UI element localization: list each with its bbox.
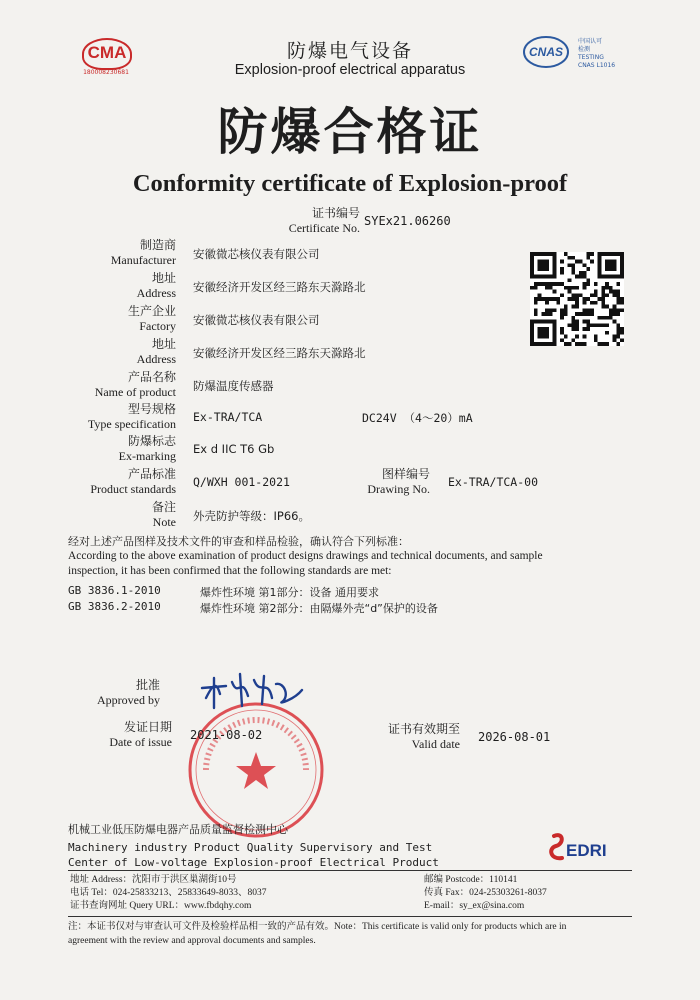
drawing-no-value: Ex-TRA/TCA-00: [448, 475, 539, 489]
ex-marking-label: [119, 434, 176, 464]
factory-label: [128, 304, 176, 334]
label-en: Date of issue: [109, 735, 172, 749]
standard-desc: 爆炸性环境 第2部分：由隔爆外壳“d”保护的设备: [200, 602, 438, 615]
header-title-en: Explosion-proof electrical apparatus: [234, 62, 466, 78]
issuer-name-en-line: Machinery industry Product Quality Supervisory and Test: [68, 841, 433, 854]
label-en: Ex-marking: [118, 449, 176, 463]
contact-fax: 传真 Fax：024-25303261-8037: [424, 888, 547, 898]
issuer-name-cn: 机械工业低压防爆电器产品质量监督检测中心: [68, 823, 288, 836]
edri-logo: [548, 830, 628, 864]
label-cn: 型号规格: [127, 402, 176, 416]
cma-logo: CMA: [82, 38, 132, 70]
label-cn: 产品名称: [127, 370, 176, 384]
contact-email: E-mail：sy_ex@sina.com: [424, 901, 525, 911]
contact-query-url: 证书查询网址 Query URL：www.fbdqhy.com: [70, 901, 252, 911]
address-value: 安徽经济开发区经三路东天滁路北: [193, 280, 366, 294]
factory-address-label: [137, 337, 176, 367]
label-cn: 制造商: [139, 238, 176, 252]
contact-right: [424, 874, 547, 913]
label-en: Drawing No.: [367, 482, 430, 496]
cma-number: 180008230681: [83, 69, 129, 76]
label-en: Approved by: [97, 693, 160, 707]
issue-date-value: 2021-08-02: [190, 728, 263, 742]
label-cn: 图样编号: [381, 467, 430, 481]
label-en: Product standards: [90, 482, 176, 496]
label-en: Name of product: [94, 385, 176, 399]
statement-en-line: inspection, it has been confirmed that the following standards are met:: [68, 565, 392, 577]
standard-code: GB 3836.2-2010: [68, 600, 161, 613]
cnas-line: 检测: [578, 46, 591, 53]
issue-date-label: [109, 720, 172, 750]
manufacturer-value: 安徽微芯核仪表有限公司: [193, 247, 320, 261]
footer-note: [68, 920, 632, 948]
statement-en-line: According to the above examination of product designs drawings and technical documents, and sample: [68, 550, 543, 562]
note-label: [152, 500, 176, 530]
label-cn: 批准: [135, 678, 160, 692]
type-spec-value: Ex-TRA/TCA: [193, 410, 263, 424]
cnas-line: CNAS L1016: [578, 62, 616, 69]
certificate-no-value: SYEx21.06260: [364, 214, 451, 228]
address-label: [137, 271, 176, 301]
contact-left: [70, 874, 266, 913]
label-cn: 备注: [151, 500, 176, 514]
divider-bottom: [68, 916, 632, 917]
manufacturer-label: [111, 238, 176, 268]
cnas-mark: CNAS: [528, 45, 564, 59]
certificate-no-label: [289, 206, 360, 236]
certificate-no-label-en: Certificate No.: [288, 221, 360, 235]
product-name-value: 防爆温度传感器: [193, 379, 274, 393]
certificate-title-en: Conformity certificate of Explosion-proof: [132, 170, 568, 197]
product-standards-value: Q/WXH 001-2021: [193, 475, 290, 489]
note-value: 外壳防护等级：IP66。: [193, 509, 310, 523]
qr-code: [530, 252, 624, 346]
standard-code: GB 3836.1-2010: [68, 584, 161, 597]
valid-date-label: [388, 722, 460, 752]
label-cn: 地址: [151, 337, 176, 351]
label-en: Address: [136, 352, 176, 366]
certificate-title-cn: 防爆合格证: [217, 102, 483, 161]
type-spec-label: [88, 402, 176, 432]
label-cn: 发证日期: [123, 720, 172, 734]
cnas-line: 中国认可: [578, 38, 603, 45]
label-en: Type specification: [87, 417, 176, 431]
cnas-line: TESTING: [578, 54, 604, 61]
label-en: Note: [152, 515, 176, 529]
contact-address: 地址 Address：沈阳市于洪区巢湖街10号: [70, 875, 237, 885]
signature: [198, 668, 308, 712]
label-cn: 生产企业: [127, 304, 176, 318]
ex-marking-value: Ex d IIC T6 Gb: [193, 442, 275, 456]
footer-note-line: agreement with the review and approval documents and samples.: [68, 936, 316, 946]
product-standards-label: [90, 467, 176, 497]
footer-note-line: 注：本证书仅对与审查认可文件及检验样品相一致的产品有效。Note：This certificate is valid only for products which are in: [68, 922, 567, 932]
contact-phone: 电话 Tel：024-25833213、25833649-8033、8037: [70, 888, 267, 898]
official-seal: [186, 700, 326, 840]
edri-mark: EDRI: [566, 841, 607, 860]
drawing-no-label: [367, 467, 430, 497]
factory-value: 安徽微芯核仪表有限公司: [193, 313, 320, 327]
issuer-name-en-line: Center of Low-voltage Explosion-proof Electrical Product: [68, 856, 439, 869]
label-en: Valid date: [411, 737, 460, 751]
label-en: Address: [136, 286, 176, 300]
rated-value: DC24V （4～20）mA: [362, 411, 473, 425]
product-name-label: [95, 370, 176, 400]
approved-by-label: [97, 678, 160, 708]
divider-top: [68, 870, 632, 871]
statement-cn: 经对上述产品图样及技术文件的审查和样品检验，确认符合下列标准：: [68, 535, 409, 548]
certificate-no-label-cn: 证书编号: [311, 206, 360, 220]
label-en: Factory: [139, 319, 176, 333]
standard-desc: 爆炸性环境 第1部分：设备 通用要求: [200, 586, 379, 599]
valid-date-value: 2026-08-01: [478, 730, 551, 744]
label-cn: 证书有效期至: [387, 722, 460, 736]
header-title-cn: 防爆电气设备: [286, 40, 413, 62]
label-cn: 产品标准: [127, 467, 176, 481]
label-cn: 地址: [151, 271, 176, 285]
contact-postcode: 邮编 Postcode：110141: [424, 875, 518, 885]
label-cn: 防爆标志: [127, 434, 176, 448]
label-en: Manufacturer: [110, 253, 176, 267]
statement: [68, 534, 628, 579]
factory-address-value: 安徽经济开发区经三路东天滁路北: [193, 346, 366, 360]
